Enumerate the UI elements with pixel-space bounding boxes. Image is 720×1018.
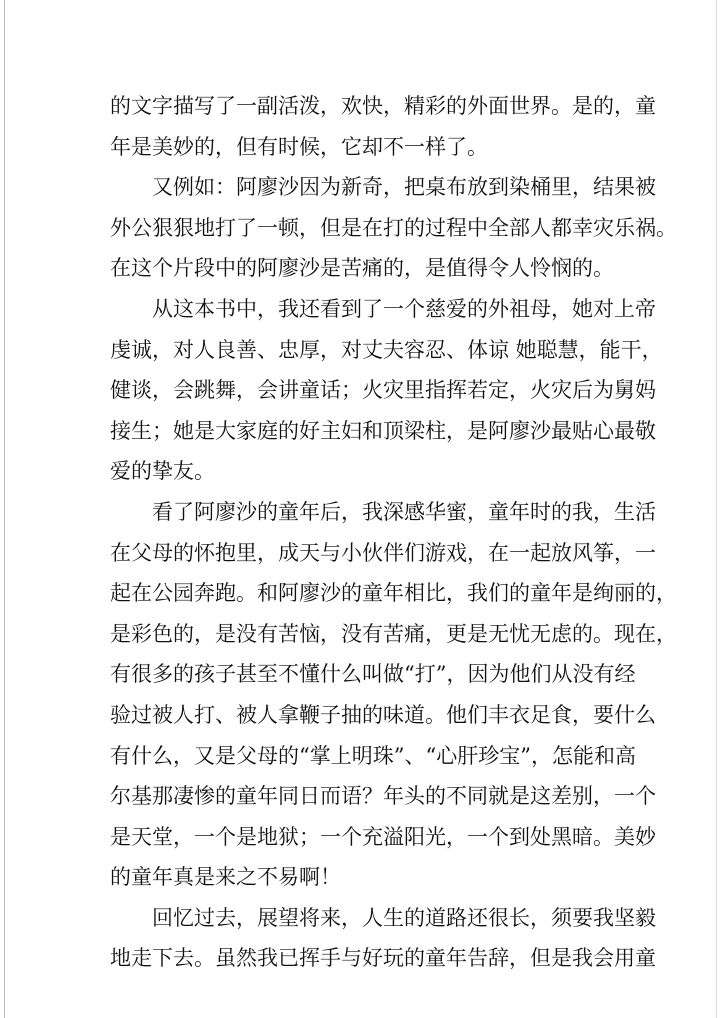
- text-line: 外公狠狠地打了一顿，但是在打的过程中全部人都幸灾乐祸。: [110, 215, 677, 240]
- document-body: [110, 86, 677, 979]
- text-line: 接生；她是大家庭的好主妇和顶梁柱，是阿廖沙最贴心最敬: [110, 418, 656, 443]
- text-line: 是彩色的，是没有苦恼，没有苦痛，更是无忧无虑的。现在，: [110, 621, 677, 646]
- text-line: 尔基那凄惨的童年同日而语？年头的不同就是这差别，一个: [110, 784, 656, 809]
- text-line: 验过被人打、被人拿鞭子抽的味道。他们丰衣足食，要什么: [110, 702, 656, 727]
- text-line: 年是美妙的，但有时候，它却不一样了。: [110, 134, 488, 159]
- text-line: 起在公园奔跑。和阿廖沙的童年相比，我们的童年是绚丽的，: [110, 581, 677, 606]
- text-line: 从这本书中，我还看到了一个慈爱的外祖母，她对上帝: [152, 296, 656, 321]
- text-line: 有很多的孩子甚至不懂什么叫做“打”，因为他们从没有经: [110, 662, 636, 687]
- text-line: 的童年真是来之不易啊！: [110, 865, 341, 890]
- text-line: 看了阿廖沙的童年后，我深感华蜜，童年时的我，生活: [152, 499, 656, 524]
- text-line: 健谈，会跳舞，会讲童话；火灾里指挥若定，火灾后为舅妈: [110, 378, 656, 403]
- text-line: 又例如：阿廖沙因为新奇，把桌布放到染桶里，结果被: [152, 175, 656, 200]
- text-line: 爱的挚友。: [110, 459, 215, 484]
- text-line: 有什么，又是父母的“掌上明珠”、“心肝珍宝”，怎能和高: [110, 743, 636, 768]
- page-right-edge: [716, 0, 717, 1018]
- text-line: 在这个片段中的阿廖沙是苦痛的，是值得令人怜悯的。: [110, 256, 614, 281]
- text-line: 在父母的怀抱里，成天与小伙伴们游戏，在一起放风筝，一: [110, 540, 656, 565]
- text-line: 是天堂，一个是地狱；一个充溢阳光，一个到处黑暗。美妙: [110, 824, 656, 849]
- text-line: 回忆过去，展望将来，人生的道路还很长，须要我坚毅: [152, 905, 656, 930]
- text-line: 虔诚，对人良善、忠厚，对丈夫容忍、体谅 她聪慧，能干，: [110, 337, 663, 362]
- text-line: 地走下去。虽然我已挥手与好玩的童年告辞，但是我会用童: [110, 946, 656, 971]
- page-left-edge: [4, 0, 5, 1018]
- text-line: 的文字描写了一副活泼，欢快，精彩的外面世界。是的，童: [110, 94, 656, 118]
